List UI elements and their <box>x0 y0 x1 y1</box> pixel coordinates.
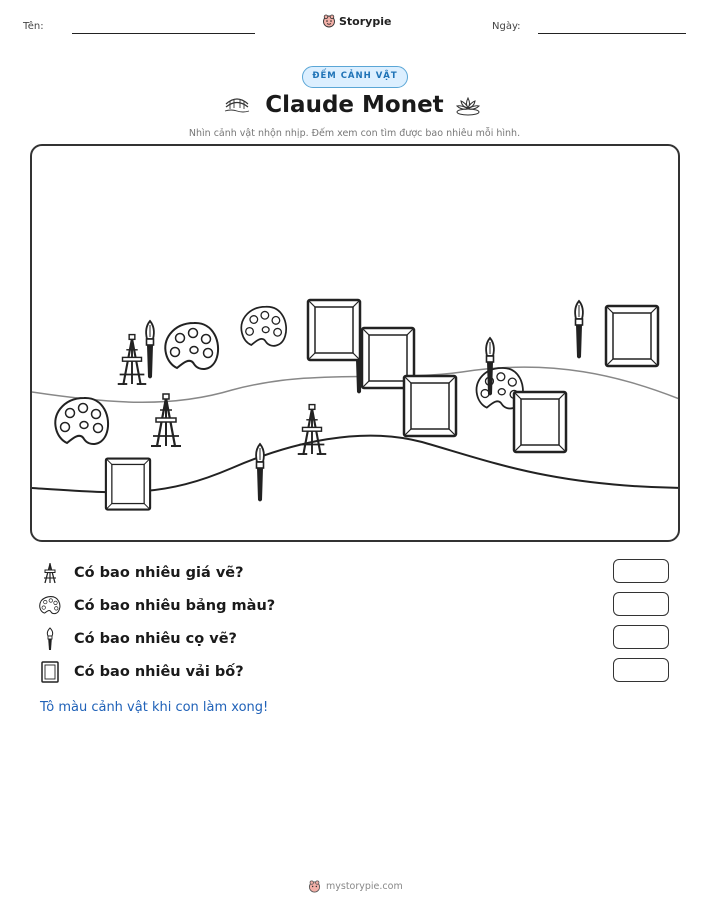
scene-brush <box>256 444 264 502</box>
storypie-mascot-icon <box>322 14 336 28</box>
answer-box-brush[interactable] <box>613 625 669 649</box>
question-text: Có bao nhiêu vải bố? <box>74 664 244 680</box>
date-label: Ngày: <box>492 21 521 32</box>
footer <box>308 880 403 893</box>
question-brush <box>38 627 237 651</box>
answer-box-palette[interactable] <box>613 592 669 616</box>
easel-icon <box>38 561 62 585</box>
scene-palette <box>165 323 218 369</box>
scene-canvas <box>606 306 658 366</box>
question-canvas <box>38 660 244 684</box>
scene-easel <box>118 335 147 384</box>
answer-box-canvas[interactable] <box>613 658 669 682</box>
name-label: Tên: <box>23 21 44 32</box>
scene-canvas <box>106 459 150 510</box>
scene-brush <box>575 301 583 359</box>
brand-name: Storypie <box>339 14 392 28</box>
page-title: Claude Monet <box>265 92 444 118</box>
date-line[interactable] <box>538 33 686 34</box>
question-easel <box>38 561 244 585</box>
water-lily-icon <box>454 94 482 116</box>
brand-logo <box>322 14 391 28</box>
scene-easel <box>298 405 327 454</box>
scene-brush <box>146 321 154 379</box>
paintbrush-icon <box>38 627 62 651</box>
question-text: Có bao nhiêu cọ vẽ? <box>74 631 237 647</box>
counting-scene <box>30 144 680 542</box>
scene-canvas <box>308 300 360 360</box>
storypie-mascot-icon <box>308 880 321 893</box>
scene-palette <box>241 307 286 346</box>
scene-canvas <box>514 392 566 452</box>
scene-illustration <box>32 146 680 542</box>
question-text: Có bao nhiêu giá vẽ? <box>74 565 244 581</box>
scene-palette <box>55 398 108 444</box>
instructions-subtitle: Nhìn cảnh vật nhộn nhịp. Đếm xem con tìm được bao nhiêu mỗi hình. <box>188 128 521 139</box>
question-palette <box>38 594 275 618</box>
category-badge: ĐẾM CẢNH VẬT <box>302 66 408 88</box>
question-text: Có bao nhiêu bảng màu? <box>74 598 276 614</box>
name-line[interactable] <box>72 33 255 34</box>
footer-url[interactable]: mystorypie.com <box>326 881 403 892</box>
palette-icon <box>38 594 62 618</box>
canvas-icon <box>38 660 62 684</box>
answer-box-easel[interactable] <box>613 559 669 583</box>
scene-canvas <box>404 376 456 436</box>
coloring-instruction: Tô màu cảnh vật khi con làm xong! <box>40 700 269 715</box>
